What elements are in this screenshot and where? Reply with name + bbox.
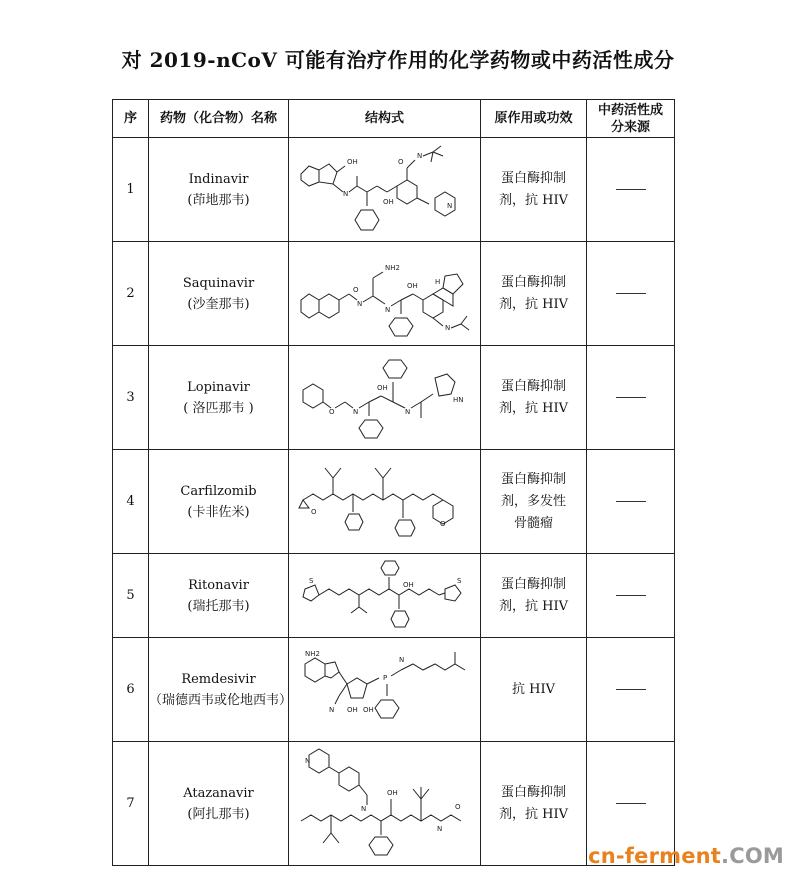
- drug-table: [112, 99, 675, 866]
- structure-label: S: [308, 576, 313, 585]
- row-seq: 7: [113, 742, 149, 866]
- structure-image: [295, 747, 475, 861]
- structure-image: [295, 352, 475, 444]
- drug-name-cn: (茚地那韦): [187, 192, 250, 208]
- row-name: [149, 450, 289, 554]
- structure-label: N: [398, 655, 404, 664]
- table-row: [113, 346, 675, 450]
- row-effect: 蛋白酶抑制剂，抗 HIV: [481, 742, 587, 866]
- row-source: [587, 242, 675, 346]
- structure-cell: [289, 242, 481, 346]
- drug-name-en: Carfilzomib: [180, 483, 257, 499]
- row-name: [149, 554, 289, 638]
- header-source-line1: 中药活性成: [597, 102, 663, 118]
- drug-name-cn: ( 洛匹那韦 ): [183, 400, 254, 416]
- header-effect: 原作用或功效: [481, 100, 587, 138]
- empty-dash: [616, 501, 646, 502]
- table-row: [113, 242, 675, 346]
- structure-label: O: [439, 519, 446, 528]
- empty-dash: [616, 189, 646, 190]
- row-source: [587, 138, 675, 242]
- row-seq: 1: [113, 138, 149, 242]
- row-name: [149, 742, 289, 866]
- row-effect: 蛋白酶抑制剂，抗 HIV: [481, 346, 587, 450]
- empty-dash: [616, 689, 646, 690]
- structure-image: [295, 144, 475, 236]
- structure-image: [295, 644, 475, 736]
- structure-label: P: [382, 673, 387, 682]
- empty-dash: [616, 803, 646, 804]
- structure-label: N: [384, 305, 390, 314]
- drug-name-cn: (瑞托那韦): [187, 598, 250, 614]
- structure-label: N: [436, 824, 442, 833]
- drug-name-en: Remdesivir: [181, 671, 256, 687]
- structure-label: OH: [346, 705, 358, 714]
- row-name: [149, 138, 289, 242]
- empty-dash: [616, 397, 646, 398]
- structure-label: O: [397, 157, 404, 166]
- structure-label: O: [328, 407, 335, 416]
- drug-name-en: Ritonavir: [188, 577, 249, 593]
- row-seq: 4: [113, 450, 149, 554]
- drug-name-cn: （瑞德西韦或伦地西韦）: [149, 692, 293, 708]
- table-row: [113, 554, 675, 638]
- empty-dash: [616, 293, 646, 294]
- structure-cell: [289, 138, 481, 242]
- row-name: [149, 638, 293, 742]
- structure-label: N: [444, 323, 450, 332]
- structure-image: [295, 559, 475, 633]
- row-source: [587, 450, 675, 554]
- row-effect: 蛋白酶抑制剂，抗 HIV: [481, 138, 587, 242]
- structure-label: OH: [406, 281, 418, 290]
- drug-name-en: Lopinavir: [187, 379, 250, 395]
- structure-label: OH: [402, 580, 414, 589]
- row-effect: 蛋白酶抑制剂，抗 HIV: [481, 242, 587, 346]
- drug-name-cn: (卡非佐米): [187, 504, 250, 520]
- watermark-dot: .: [721, 844, 730, 868]
- table-row: [113, 450, 675, 554]
- structure-label: OH: [346, 157, 358, 166]
- structure-label: N: [342, 189, 348, 198]
- structure-label: OH: [382, 197, 394, 206]
- watermark-brand: cn-ferment: [588, 844, 722, 868]
- drug-name-en: Atazanavir: [183, 785, 254, 801]
- structure-label: OH: [362, 705, 374, 714]
- structure-label: H: [434, 277, 440, 286]
- structure-label: OH: [376, 383, 388, 392]
- row-source: [587, 554, 675, 638]
- structure-label: N: [352, 407, 358, 416]
- structure-label: N: [328, 705, 334, 714]
- row-effect: 蛋白酶抑制剂，多发性骨髓瘤: [481, 450, 587, 554]
- empty-dash: [616, 595, 646, 596]
- row-name: [149, 242, 289, 346]
- table-row: [113, 638, 675, 742]
- structure-label: N: [416, 151, 422, 160]
- structure-label: O: [310, 507, 317, 516]
- header-name: 药物（化合物）名称: [149, 100, 289, 138]
- structure-cell: [289, 742, 481, 866]
- structure-label: NH2: [384, 263, 400, 272]
- watermark-tld: COM: [729, 844, 784, 868]
- structure-label: N: [356, 299, 362, 308]
- row-seq: 2: [113, 242, 149, 346]
- table-row: [113, 138, 675, 242]
- structure-image: [295, 456, 475, 548]
- site-watermark: [588, 844, 784, 868]
- table-header-row: [113, 100, 675, 138]
- header-source: [587, 100, 675, 138]
- row-source: [587, 638, 675, 742]
- drug-name-cn: (沙奎那韦): [187, 296, 250, 312]
- structure-label: S: [456, 576, 461, 585]
- row-effect: 抗 HIV: [481, 638, 587, 742]
- structure-label: O: [352, 285, 359, 294]
- structure-image: [295, 248, 475, 340]
- structure-label: NH2: [304, 649, 320, 658]
- structure-label: HN: [452, 395, 463, 404]
- structure-label: N: [404, 407, 410, 416]
- row-source: [587, 346, 675, 450]
- structure-label: N: [446, 201, 452, 210]
- structure-label: N: [304, 756, 310, 765]
- structure-label: N: [360, 804, 366, 813]
- row-name: [149, 346, 289, 450]
- structure-cell: [289, 638, 481, 742]
- header-seq: 序: [113, 100, 149, 138]
- structure-cell: [289, 554, 481, 638]
- row-seq: 6: [113, 638, 149, 742]
- drug-name-en: Saquinavir: [182, 275, 255, 291]
- structure-cell: [289, 346, 481, 450]
- header-structure: 结构式: [289, 100, 481, 138]
- header-source-line2: 分来源: [610, 119, 650, 135]
- row-seq: 3: [113, 346, 149, 450]
- structure-label: OH: [386, 788, 398, 797]
- drug-name-en: Indinavir: [188, 171, 249, 187]
- row-effect: 蛋白酶抑制剂，抗 HIV: [481, 554, 587, 638]
- drug-name-cn: (阿扎那韦): [187, 806, 250, 822]
- structure-cell: [289, 450, 481, 554]
- document-title: 对 2019-nCoV 可能有治疗作用的化学药物或中药活性成分: [121, 48, 675, 72]
- structure-label: O: [454, 802, 461, 811]
- row-seq: 5: [113, 554, 149, 638]
